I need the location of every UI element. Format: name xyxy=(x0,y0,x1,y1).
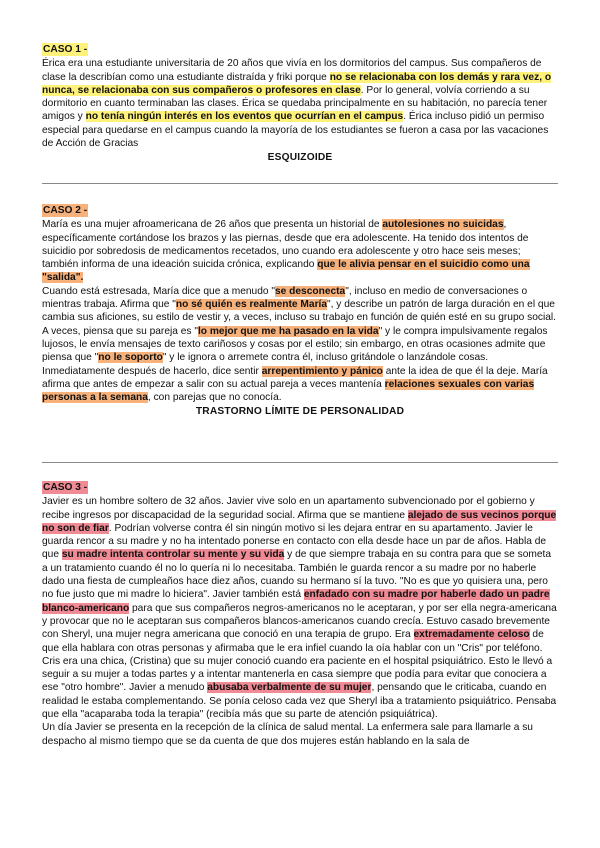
case-2-section xyxy=(42,204,558,419)
case-2-diagnosis: TRASTORNO LÍMITE DE PERSONALIDAD xyxy=(195,406,405,418)
case-1-body xyxy=(42,57,558,150)
body-text: " y le ignora o arremete contra él, incluso gritándole o lanzándole cosas. Inmediatamente después de hacerlo, dice sentir xyxy=(42,352,489,377)
body-text: María es una mujer afroamericana de 26 años que presenta un historial de xyxy=(42,219,383,231)
highlighted-phrase: arrepentimiento y pánico xyxy=(261,365,383,377)
body-text: Cuando está estresada, María dice que a menudo " xyxy=(42,285,275,297)
body-text: ", y describe un patrón de larga duración en el que cambia sus aficiones, su estilo de vestir y, a veces, incluso su trabajo en función de quién esté en su grupo social. A veces, piensa que su pareja es " xyxy=(42,299,557,337)
body-text: , pensando que le criticaba, cuando en realidad le estaba complementando. Se ponía celoso cada vez que Sheryl iba a tratamiento psiquiátrico. Pensaba que ella "acaparaba toda la terapia" (recibía más que su parte de atención psiquiátrica). xyxy=(42,682,557,721)
highlighted-phrase: relaciones sexuales con varias personas a la semana xyxy=(42,378,535,404)
highlighted-phrase: se desconecta xyxy=(274,285,346,297)
highlighted-phrase: enfadado con su madre por haberle dado un padre blanco-americano xyxy=(42,589,550,614)
body-text: ante la idea de que él la deje. María afirma que antes de empezar a salir con su actual pareja a veces mantenía xyxy=(42,365,548,390)
highlighted-phrase: no le soporto xyxy=(98,352,163,364)
case-2-body xyxy=(42,218,558,404)
body-text: Javier es un hombre soltero de 32 años. Javier vive solo en un apartamento subvencionado por el gobierno y recibe ingresos por discapacidad de la seguridad social. Afirma que se mantiene xyxy=(42,496,535,521)
case-3-body xyxy=(42,495,558,748)
case-3-section xyxy=(42,481,558,748)
case-2-title: CASO 2 - xyxy=(43,205,88,216)
highlighted-phrase: no se relacionaba con los demás y rara vez, o nunca, se relacionaba con sus compañeros o profesores en clase xyxy=(42,71,552,96)
body-text: . Por lo general, volvía corriendo a su dormitorio en cuanto terminaban las clases. Érica se quedaba principalmente en su habitación, no parecía tener amigos y xyxy=(42,84,548,123)
body-text: ", incluso en medio de conversaciones o mientras trabaja. Afirma que " xyxy=(42,285,528,311)
case-1-title: CASO 1 - xyxy=(43,44,88,55)
case-3-title: CASO 3 - xyxy=(43,482,88,493)
case-1-diagnosis: ESQUIZOIDE xyxy=(267,152,333,164)
body-text: Un día Javier se presenta en la recepción de la clínica de salud mental. La enfermera sale para llamarle a su despacho al mismo tiempo que se da cuenta de que dos mujeres están hablando en la sala de xyxy=(42,722,533,747)
body-text: . Podrían volverse contra él sin ningún motivo si les dejara entrar en su apartamento. Javier le guarda rencor a su madre y no ha intentado ponerse en contacto con ella desde hace un par de años. Habla de que xyxy=(42,522,547,561)
body-text: , específicamente cortándose los brazos y las piernas, desde que era adolescente. Ha tenido dos intentos de suicidio por sobredosis de medicamentos recetados, uno cuando era adolescente y otro hace seis meses; también informa de una ideación suicida crónica, explicando xyxy=(42,219,529,271)
body-text: Érica era una estudiante universitaria de 20 años que vivía en los dormitorios del campus. Sus compañeros de clase la describían como una estudiante distraída y friki porque xyxy=(42,58,542,83)
highlighted-phrase: lo mejor que me ha pasado en la vida xyxy=(197,325,379,337)
highlighted-phrase: que le alivia pensar en el suicidio como una "salida". xyxy=(42,259,530,284)
case-1-section xyxy=(42,43,558,165)
highlighted-phrase: no tenía ningún interés en los eventos que ocurrían en el campus xyxy=(85,111,404,123)
body-text: y de que siempre trabaja en su contra para que se someta a un tratamiento cuando él no lo quería ni lo necesitaba. También le guarda rencor a su madre por no haberle dado una fiesta de cumpleaños hace diez años, cuando su hermano sí la tuvo. "No es que yo quisiera una, pero no fue justo que mi madre lo hiciera". Javier también está xyxy=(42,549,552,601)
divider-2 xyxy=(42,462,558,463)
body-text: . Érica incluso pidió un permiso especial para quedarse en el campus cuando la mayoría de los estudiantes se fueron a casa por las vacaciones de Acción de Gracias xyxy=(42,111,549,150)
body-text: de que ella hablara con otras personas y afirmaba que le era infiel cuando la oía hablar con un "Cris" por teléfono. Cris era una chica, (Cristina) que su mujer conoció cuando era paciente en el hospital psiquiátrico. Esto le llevó a seguir a su mujer a todas partes y a intentar mantenerla en casa siempre que podía para evitar que conociera a ese "otro hombre". Javier a menudo xyxy=(42,629,553,694)
highlighted-phrase: extremadamente celoso xyxy=(413,629,530,641)
highlighted-phrase: su madre intenta controlar su mente y su vida xyxy=(61,549,285,561)
body-text: , con parejas que no conocía. xyxy=(147,392,282,404)
highlighted-phrase: abusaba verbalmente de su mujer xyxy=(207,682,372,694)
body-text: " y le compra impulsivamente regalos lujosos, le envía mensajes de texto cariñosos y cosas por el estilo; sin embargo, en otras ocasiones admite que piensa que " xyxy=(42,325,548,364)
divider-1 xyxy=(42,183,558,184)
highlighted-phrase: autolesiones no suicidas xyxy=(382,219,504,231)
body-text: para que sus compañeros negros-americanos no le aceptaran, y por ser ella negra-americana y provocar que no le aceptaran sus compañeros blancos-americanos cuando crecía. Estuvo casado brevemente con Sheryl, una mujer negra americana que conoció en una terapia de grupo. Era xyxy=(42,602,557,641)
highlighted-phrase: no sé quién es realmente María xyxy=(175,299,328,311)
highlighted-phrase: alejado de sus vecinos porque no son de fiar xyxy=(42,509,557,534)
